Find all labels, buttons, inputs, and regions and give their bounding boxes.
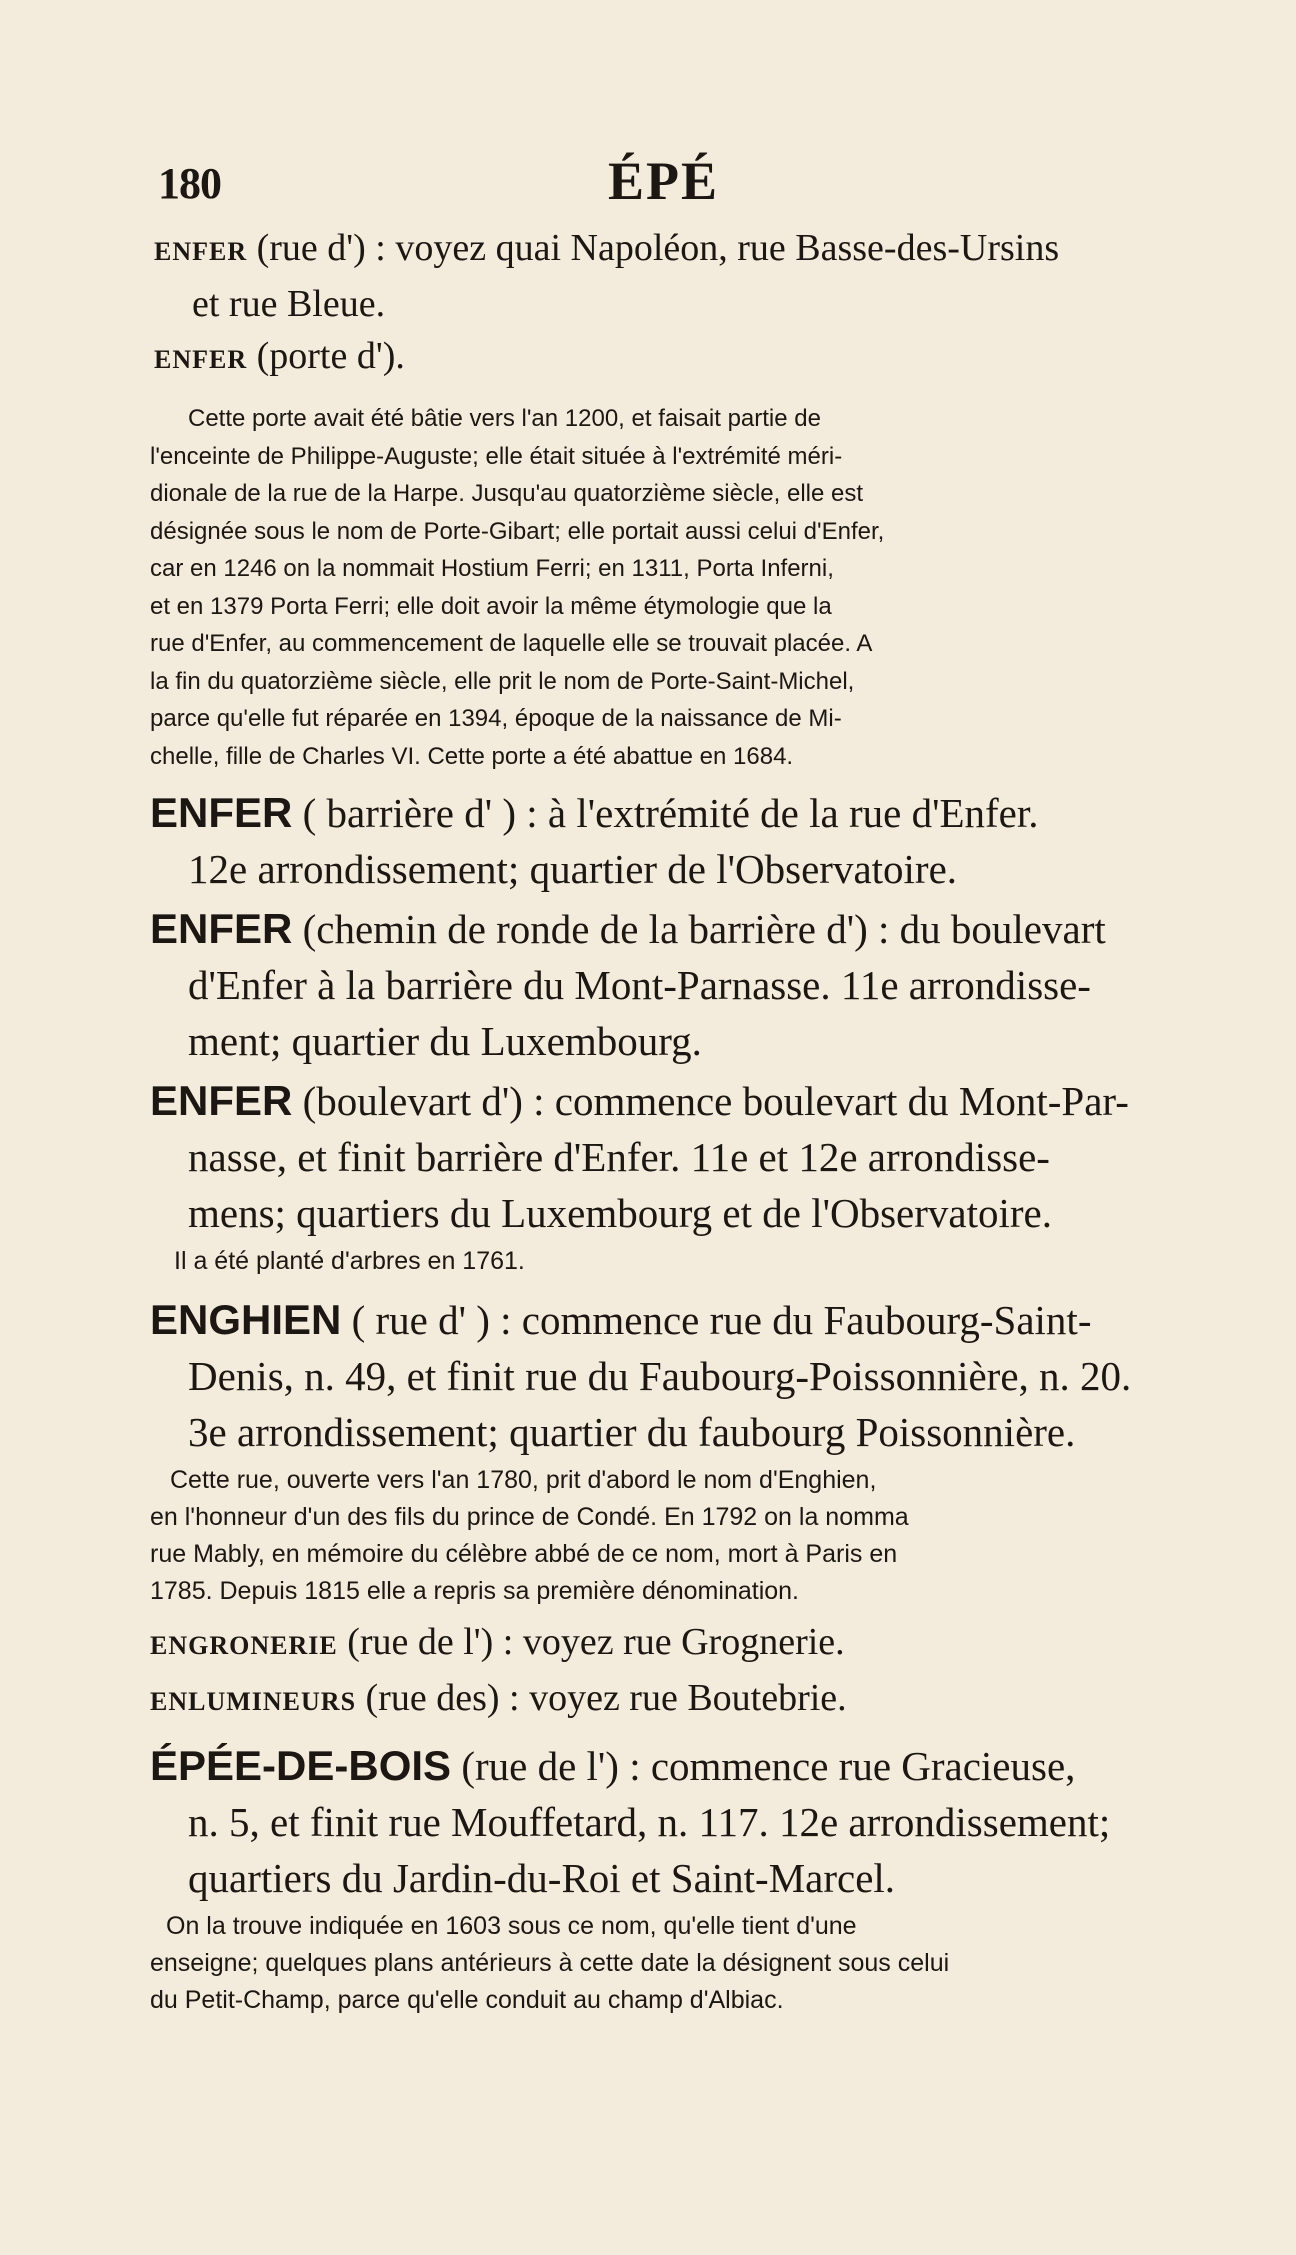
entry-line: (rue de l') : commence rue Gracieuse,: [461, 1743, 1076, 1789]
note-line: rue Mably, en mémoire du célèbre abbé de ce nom, mort à Paris en: [150, 1540, 898, 1568]
note-line: 1785. Depuis 1815 elle a repris sa première dénomination.: [150, 1577, 799, 1605]
note-line: du Petit-Champ, parce qu'elle conduit au champ d'Albiac.: [150, 1986, 784, 2014]
entry-line: (boulevart d') : commence boulevart du Mont-Par-: [302, 1078, 1129, 1124]
note-line: l'enceinte de Philippe-Auguste; elle était située à l'extrémité méri-: [150, 442, 843, 470]
entry-line: quartiers du Jardin-du-Roi et Saint-Marcel.: [188, 1855, 896, 1901]
entry-engronerie: [150, 1616, 1170, 1672]
entry-epee-de-bois: [150, 1738, 1170, 1906]
entry-headword: ENGHIEN: [150, 1296, 342, 1343]
entry-line: ment; quartier du Luxembourg.: [188, 1018, 702, 1064]
note-line: et en 1379 Porta Ferri; elle doit avoir la même étymologie que la: [150, 592, 832, 620]
entry-text: (rue de l') : voyez rue Grognerie.: [347, 1621, 845, 1663]
note-line: Cette porte avait été bâtie vers l'an 1200, et faisait partie de: [188, 405, 821, 432]
entry-headword: ENFER: [154, 237, 248, 266]
note-line: car en 1246 on la nommait Hostium Ferri; en 1311, Porta Inferni,: [150, 555, 834, 582]
entry-line: (chemin de ronde de la barrière d') : du boulevart: [302, 906, 1106, 952]
entry-note-epee: [150, 1908, 1170, 2019]
note-line: rue d'Enfer, au commencement de laquelle elle se trouvait placée. A: [150, 630, 873, 657]
entry-line: Denis, n. 49, et finit rue du Faubourg-Poissonnière, n. 20.: [188, 1353, 1132, 1399]
entry-line: d'Enfer à la barrière du Mont-Parnasse. 11e arrondisse-: [188, 962, 1091, 1008]
entry-line: ( rue d' ) : commence rue du Faubourg-Saint-: [351, 1297, 1092, 1343]
note-line: On la trouve indiquée en 1603 sous ce nom, qu'elle tient d'une: [166, 1912, 857, 1940]
entry-line: mens; quartiers du Luxembourg et de l'Observatoire.: [188, 1190, 1052, 1236]
entry-line: ( barrière d' ) : à l'extrémité de la rue d'Enfer.: [302, 790, 1039, 836]
entry-enlumineurs: [150, 1672, 1170, 1728]
running-head: ÉPÉ: [608, 151, 720, 211]
note-line: parce qu'elle fut réparée en 1394, époque de la naissance de Mi-: [150, 705, 842, 732]
entry-enghien: [150, 1292, 1170, 1460]
note-line: la fin du quatorzième siècle, elle prit le nom de Porte-Saint-Michel,: [150, 667, 855, 695]
entry-note-enghien: [150, 1462, 1170, 1610]
entry-headword: ENFER: [150, 905, 293, 952]
entry-enfer-boulevart: [150, 1073, 1170, 1241]
entry-headword: ENLUMINEURS: [150, 1687, 357, 1716]
entry-note-porte: [150, 400, 1170, 775]
note-line: Il a été planté d'arbres en 1761.: [174, 1247, 525, 1275]
entry-line: 12e arrondissement; quartier de l'Observatoire.: [188, 846, 958, 892]
entry-enfer-porte: [154, 330, 1170, 386]
entry-headword: ENFER: [150, 789, 293, 836]
entry-enfer-chemin: [150, 901, 1170, 1069]
entry-enfer-barriere: [150, 785, 1170, 897]
dictionary-entries: [150, 222, 1170, 2025]
note-line: en l'honneur d'un des fils du prince de Condé. En 1792 on la nomma: [150, 1503, 909, 1531]
page-header: [158, 150, 1158, 220]
entry-text: (rue d') : voyez quai Napoléon, rue Basse-des-Ursins: [256, 227, 1060, 269]
entry-line: n. 5, et finit rue Mouffetard, n. 117. 12e arrondissement;: [188, 1799, 1111, 1845]
page-number: 180: [158, 159, 221, 208]
entry-headword: ÉPÉE-DE-BOIS: [150, 1742, 452, 1789]
entry-note-boulevart: [150, 1243, 1170, 1280]
entry-headword: ENFER: [154, 345, 248, 374]
entry-headword: ENFER: [150, 1077, 293, 1124]
entry-text-cont: et rue Bleue.: [192, 283, 386, 325]
note-line: Cette rue, ouverte vers l'an 1780, prit d'abord le nom d'Enghien,: [170, 1466, 877, 1494]
entry-headword: ENGRONERIE: [150, 1631, 338, 1660]
note-line: enseigne; quelques plans antérieurs à cette date la désignent sous celui: [150, 1949, 950, 1977]
note-line: dionale de la rue de la Harpe. Jusqu'au quatorzième siècle, elle est: [150, 480, 864, 507]
entry-text: (rue des) : voyez rue Boutebrie.: [365, 1677, 847, 1719]
entry-line: nasse, et finit barrière d'Enfer. 11e et 12e arrondisse-: [188, 1134, 1050, 1180]
note-line: chelle, fille de Charles VI. Cette porte a été abattue en 1684.: [150, 742, 794, 770]
entry-enfer-rue: [154, 222, 1170, 330]
note-line: désignée sous le nom de Porte-Gibart; elle portait aussi celui d'Enfer,: [150, 517, 885, 545]
entry-line: 3e arrondissement; quartier du faubourg Poissonnière.: [188, 1409, 1076, 1455]
entry-text: (porte d').: [256, 335, 405, 377]
